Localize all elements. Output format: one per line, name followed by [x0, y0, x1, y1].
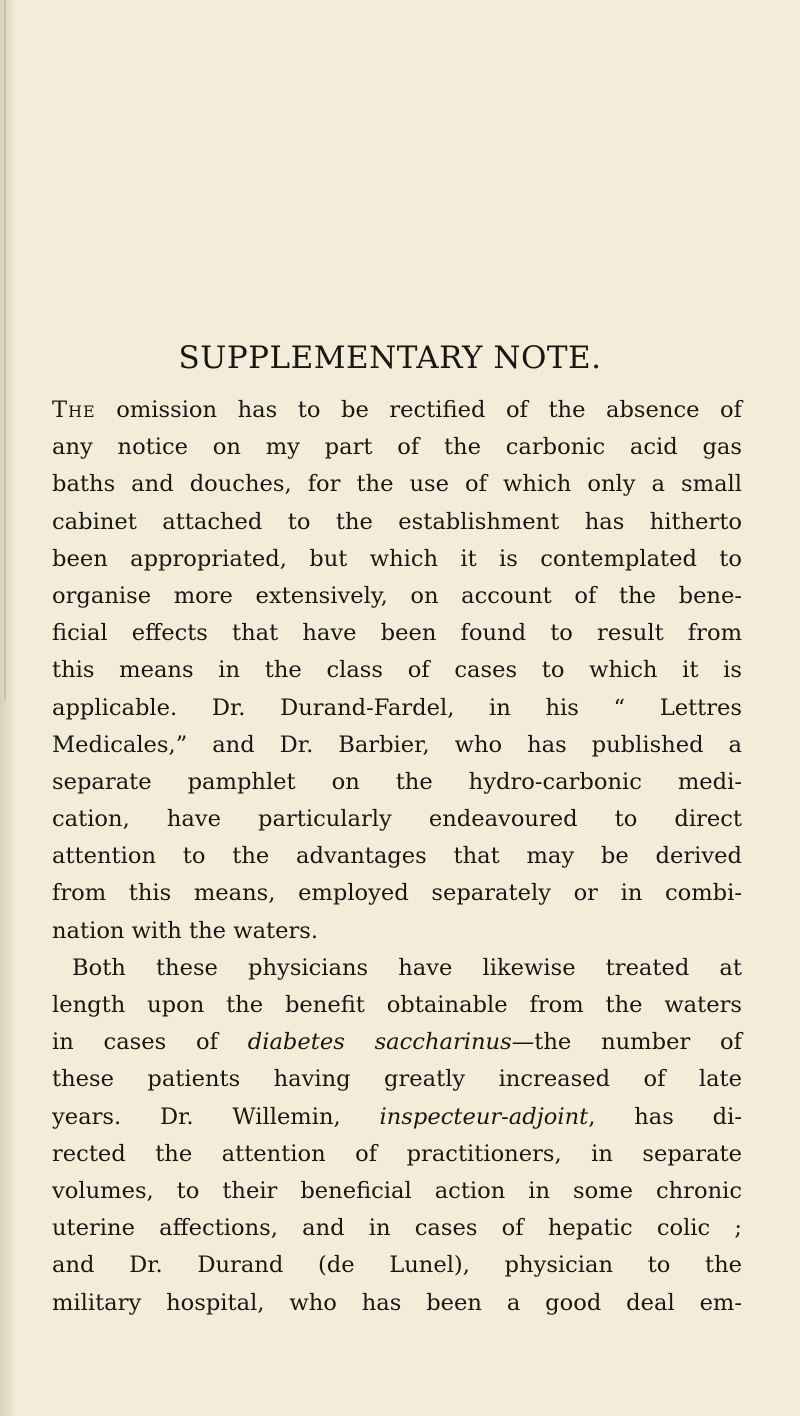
body-text	[52, 392, 742, 1322]
text-line-7: ficial effects that have been found to result from	[52, 620, 742, 647]
text-line-3: baths and douches, for the use of which only a small	[52, 471, 742, 498]
text-line-14: from this means, employed separately or in combi-	[52, 880, 742, 907]
text-line-13: attention to the advantages that may be derived	[52, 843, 742, 870]
text-line-16: Both these physicians have likewise treated at	[72, 954, 742, 981]
text-line-2: any notice on my part of the carbonic acid gas	[52, 434, 742, 461]
page-title: SUPPLEMENTARY NOTE.	[178, 340, 602, 376]
text-line-23: uterine affections, and in cases of hepatic colic ;	[52, 1215, 742, 1242]
text-line-9: applicable. Dr. Durand-Fardel, in his “ Lettres	[52, 694, 742, 721]
text-line-8: this means in the class of cases to which it is	[52, 657, 742, 684]
text-line-11: separate pamphlet on the hydro-carbonic medi-	[52, 768, 742, 795]
text-line-6: organise more extensively, on account of the bene-	[52, 582, 742, 609]
text-line-21: rected the attention of practitioners, in separate	[52, 1140, 742, 1167]
text-line-4: cabinet attached to the establishment has hitherto	[52, 508, 742, 535]
text-line-25: military hospital, who has been a good deal em-	[52, 1289, 742, 1316]
text-line-10: Medicales,” and Dr. Barbier, who has published a	[52, 731, 742, 758]
italic-term: inspecteur-adjoint	[379, 1103, 589, 1130]
text-line-15: nation with the waters.	[52, 917, 319, 944]
lead-word: The	[52, 397, 96, 423]
text-line-12: cation, have particularly endeavoured to direct	[52, 806, 742, 833]
page-gutter-shadow	[0, 0, 16, 1416]
text-line-1: The omission has to be rectified of the absence of	[52, 397, 742, 423]
text-line-18: in cases of diabetes saccharinus—the number of	[52, 1029, 742, 1056]
text-line-22: volumes, to their beneficial action in some chronic	[52, 1177, 742, 1204]
text-line-5: been appropriated, but which it is contemplated to	[52, 545, 742, 572]
italic-term: diabetes saccharinus	[247, 1029, 512, 1056]
text-line-19: these patients having greatly increased of late	[52, 1066, 742, 1093]
text-line-17: length upon the benefit obtainable from the waters	[52, 992, 742, 1018]
text-line-24: and Dr. Durand (de Lunel), physician to the	[52, 1252, 742, 1279]
text-line-20: years. Dr. Willemin, inspecteur-adjoint, has di-	[52, 1103, 742, 1130]
